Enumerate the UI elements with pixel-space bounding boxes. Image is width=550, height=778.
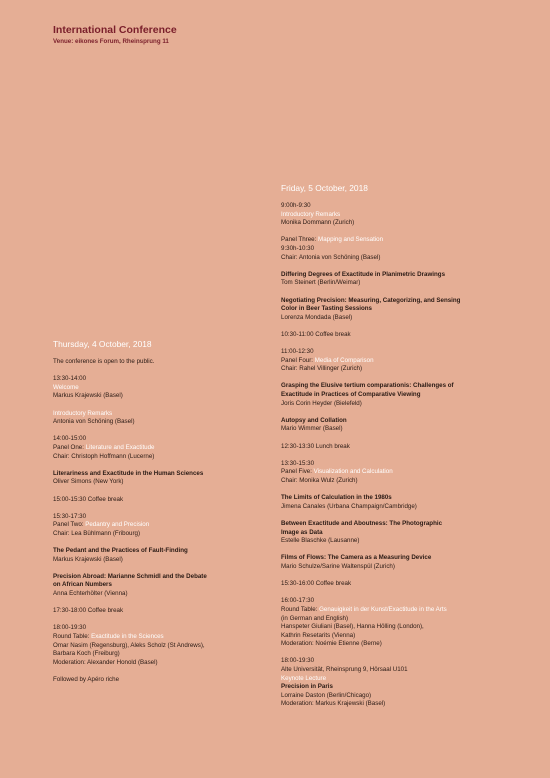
line-text: 9:30h-10:30 [281, 244, 315, 252]
line-highlight: Media of Comparison [314, 356, 374, 364]
line-text: Panel Four: [281, 356, 315, 364]
program-line [53, 496, 278, 505]
program-line [53, 384, 278, 393]
line-text: Color in Beer Tasting Sessions [281, 305, 372, 313]
program-line [281, 460, 506, 469]
line-text: Tom Steinert (Berlin/Weimar) [281, 279, 361, 287]
program-entry [281, 348, 506, 374]
line-text: Oliver Simons (New York) [53, 478, 124, 486]
line-text: Lorenza Mondada (Basel) [281, 313, 353, 321]
line-text: Mario Wimmer (Basel) [281, 425, 343, 433]
program-line [281, 417, 506, 426]
line-text: (in German and English) [281, 614, 349, 622]
program-line [281, 632, 506, 641]
line-text: Chair: Lea Bühlmann (Fribourg) [53, 529, 141, 537]
program-line [281, 331, 506, 340]
program-entry [281, 331, 506, 340]
line-text: Literariness and Exactitude in the Human Sciences [53, 469, 204, 477]
line-text: Chair: Rahel Villinger (Zurich) [281, 365, 363, 373]
program-entry [281, 236, 506, 262]
program-line [281, 219, 506, 228]
program-line [281, 468, 506, 477]
line-text: 9:00h-9:30 [281, 202, 311, 209]
program-line [281, 657, 506, 666]
program-entry [281, 520, 506, 546]
program-entry [281, 271, 506, 288]
program-line [281, 236, 506, 245]
line-text: 15:30-17:30 [53, 512, 87, 520]
program-line [53, 590, 278, 599]
line-text: 12:30-13:30 Lunch break [281, 442, 350, 450]
line-text: 18:00-19:30 [281, 657, 315, 665]
program-line [281, 580, 506, 589]
program-line [281, 675, 506, 684]
line-text: Chair: Antonia von Schöning (Basel) [281, 253, 381, 261]
program-line [281, 606, 506, 615]
program-entry [53, 513, 278, 539]
program-entry [53, 624, 278, 667]
line-text: Round Table: [281, 605, 320, 613]
line-highlight: Genauigkeit in der Kunst/Exactitude in the Arts [319, 605, 447, 613]
program-line [53, 556, 278, 565]
line-text: Panel Three: [281, 236, 319, 244]
program-line [281, 529, 506, 538]
line-text: Alte Universität, Rheinsprung 9, Hörsaal U101 [281, 666, 408, 674]
line-text: 16:00-17:30 [281, 597, 315, 605]
line-text: Films of Flows: The Camera as a Measuring Device [281, 554, 432, 562]
line-text: 14:00-15:00 [53, 435, 87, 443]
program-line [53, 444, 278, 453]
thursday-column [53, 339, 278, 693]
line-text: Barbara Koch (Freiburg) [53, 650, 120, 658]
line-text: on African Numbers [53, 581, 112, 589]
program-line [53, 418, 278, 427]
program-line [53, 581, 278, 590]
program-entry [281, 460, 506, 486]
line-highlight: Literature and Exactitude [85, 443, 155, 451]
line-text: Moderation: Noémie Etienne (Berne) [281, 640, 382, 648]
line-text: Autopsy and Collation [281, 416, 347, 424]
program-line [53, 633, 278, 642]
line-text: Panel Five: [281, 468, 314, 476]
line-text: 13:30-14:00 [53, 375, 87, 383]
program-line [53, 513, 278, 522]
program-line [53, 676, 278, 685]
program-line [53, 521, 278, 530]
line-text: Markus Krajewski (Basel) [53, 555, 123, 563]
thursday-program [53, 358, 278, 685]
program-line [281, 537, 506, 546]
program-entry [53, 375, 278, 401]
venue-line: Venue: eikones Forum, Rheinsprung 11 [53, 38, 169, 45]
program-line [281, 245, 506, 254]
line-text: The conference is open to the public. [53, 358, 155, 365]
program-line [53, 642, 278, 651]
program-line [281, 400, 506, 409]
program-line [53, 435, 278, 444]
program-entry [281, 494, 506, 511]
program-line [53, 375, 278, 384]
line-highlight: Pedantry and Precision [85, 521, 150, 529]
line-text: Mario Schulze/Sarine Waltenspül (Zurich) [281, 562, 395, 570]
program-line [281, 202, 506, 211]
program-line [281, 297, 506, 306]
program-entry [53, 358, 278, 367]
line-text: Exactitude in Practices of Comparative Viewing [281, 391, 421, 399]
program-line [53, 392, 278, 401]
line-text: 17:30-18:00 Coffee break [53, 607, 124, 615]
line-text: Grasping the Elusive tertium comparationis: Challenges of [281, 382, 454, 390]
line-text: 11:00-12:30 [281, 348, 314, 356]
program-line [281, 254, 506, 263]
program-entry [53, 676, 278, 685]
header [53, 24, 177, 46]
line-text: Markus Krajewski (Basel) [53, 392, 123, 400]
program-line [281, 683, 506, 692]
program-entry [53, 410, 278, 427]
program-entry [281, 382, 506, 408]
line-text: Panel Two: [53, 521, 86, 529]
program-line [281, 563, 506, 572]
line-text: 18:00-19:30 [53, 624, 87, 632]
line-text: The Limits of Calculation in the 1980s [281, 494, 392, 502]
program-entry [281, 443, 506, 452]
line-highlight: Mapping and Sensation [318, 236, 384, 244]
program-line [281, 666, 506, 675]
program-line [281, 520, 506, 529]
line-text: Precision in Paris [281, 683, 333, 691]
program-line [53, 659, 278, 668]
program-line [281, 700, 506, 709]
program-line [281, 271, 506, 280]
line-text: 15:00-15:30 Coffee break [53, 495, 124, 503]
program-entry [53, 607, 278, 616]
line-text: The Pedant and the Practices of Fault-Finding [53, 547, 188, 555]
line-text: Antonia von Schöning (Basel) [53, 418, 135, 426]
program-line [281, 597, 506, 606]
line-text: 15:30-16:00 Coffee break [281, 580, 352, 588]
program-line [281, 494, 506, 503]
line-text: Kathrin Resetarits (Vienna) [281, 631, 356, 639]
line-text: Moderation: Alexander Honold (Basel) [53, 658, 158, 666]
line-text: Followed by Apéro riche [53, 675, 120, 683]
program-line [53, 453, 278, 462]
program-line [53, 470, 278, 479]
friday-program [281, 202, 506, 709]
program-entry [53, 547, 278, 564]
program-entry [53, 496, 278, 505]
program-line [53, 547, 278, 556]
program-line [281, 348, 506, 357]
program-entry [53, 470, 278, 487]
line-text: Hanspeter Giuliani (Basel), Hanna Hölling (London), [281, 623, 424, 631]
line-text: Between Exactitude and Aboutness: The Photographic [281, 519, 443, 527]
program-line [281, 305, 506, 314]
friday-day-title: Friday, 5 October, 2018 [281, 183, 368, 193]
line-text: Round Table: [53, 633, 92, 640]
program-entry [281, 580, 506, 589]
line-text: Differing Degrees of Exactitude in Planimetric Drawings [281, 270, 446, 278]
program-line [53, 358, 278, 367]
program-entry [281, 657, 506, 709]
line-text: Precision Abroad: Marianne Schmidl and the Debate [53, 572, 207, 580]
line-text: Anna Echterhölter (Vienna) [53, 590, 128, 598]
program-line [53, 607, 278, 616]
line-text: Joris Corin Heyder (Bielefeld) [281, 399, 362, 407]
program-line [281, 279, 506, 288]
program-line [281, 391, 506, 400]
program-line [281, 357, 506, 366]
program-line [53, 478, 278, 487]
line-text: Panel One: [53, 443, 86, 451]
thursday-day-title: Thursday, 4 October, 2018 [53, 339, 152, 349]
program-entry [281, 202, 506, 228]
program-entry [281, 417, 506, 434]
line-text: Omar Nasim (Regensburg), Aleks Scholz (St Andrews), [53, 641, 205, 649]
line-text: Monika Dommann (Zurich) [281, 219, 355, 227]
program-line [53, 573, 278, 582]
program-line [281, 314, 506, 323]
line-text: Estelle Blaschke (Lausanne) [281, 537, 360, 545]
line-text: Introductory Remarks [53, 409, 113, 417]
line-highlight: Exactitude in the Sciences [91, 633, 164, 640]
program-line [53, 530, 278, 539]
program-line [281, 382, 506, 391]
program-line [281, 211, 506, 220]
program-line [281, 692, 506, 701]
line-highlight: Visualization and Calculation [313, 468, 393, 476]
line-text: Negotiating Precision: Measuring, Categorizing, and Sensing [281, 296, 461, 304]
line-text: Chair: Christoph Hoffmann (Lucerne) [53, 452, 155, 460]
program-entry [281, 554, 506, 571]
program-line [281, 503, 506, 512]
line-text: Keynote Lecture [281, 674, 327, 682]
program-line [53, 624, 278, 633]
program-line [53, 650, 278, 659]
line-text: 13:30-15:30 [281, 459, 315, 467]
line-text: Lorraine Daston (Berlin/Chicago) [281, 691, 372, 699]
program-entry [281, 597, 506, 649]
program-line [281, 477, 506, 486]
line-text: Welcome [53, 383, 79, 391]
program-line [281, 640, 506, 649]
program-line [281, 443, 506, 452]
line-text: 10:30-11:00 Coffee break [281, 330, 351, 338]
program-line [281, 365, 506, 374]
program-line [281, 623, 506, 632]
line-text: Image as Data [281, 528, 323, 536]
program-entry [281, 297, 506, 323]
line-text: Introductory Remarks [281, 210, 341, 218]
line-text: Moderation: Markus Krajewski (Basel) [281, 700, 386, 708]
program-line [281, 554, 506, 563]
line-text: Jimena Canales (Urbana Champaign/Cambridge) [281, 502, 417, 510]
program-line [281, 615, 506, 624]
program-line [53, 410, 278, 419]
program-entry [53, 435, 278, 461]
conference-title: International Conference [53, 24, 177, 36]
friday-column [281, 183, 506, 718]
line-text: Chair: Monika Wulz (Zurich) [281, 477, 358, 484]
program-line [281, 425, 506, 434]
program-entry [53, 573, 278, 599]
